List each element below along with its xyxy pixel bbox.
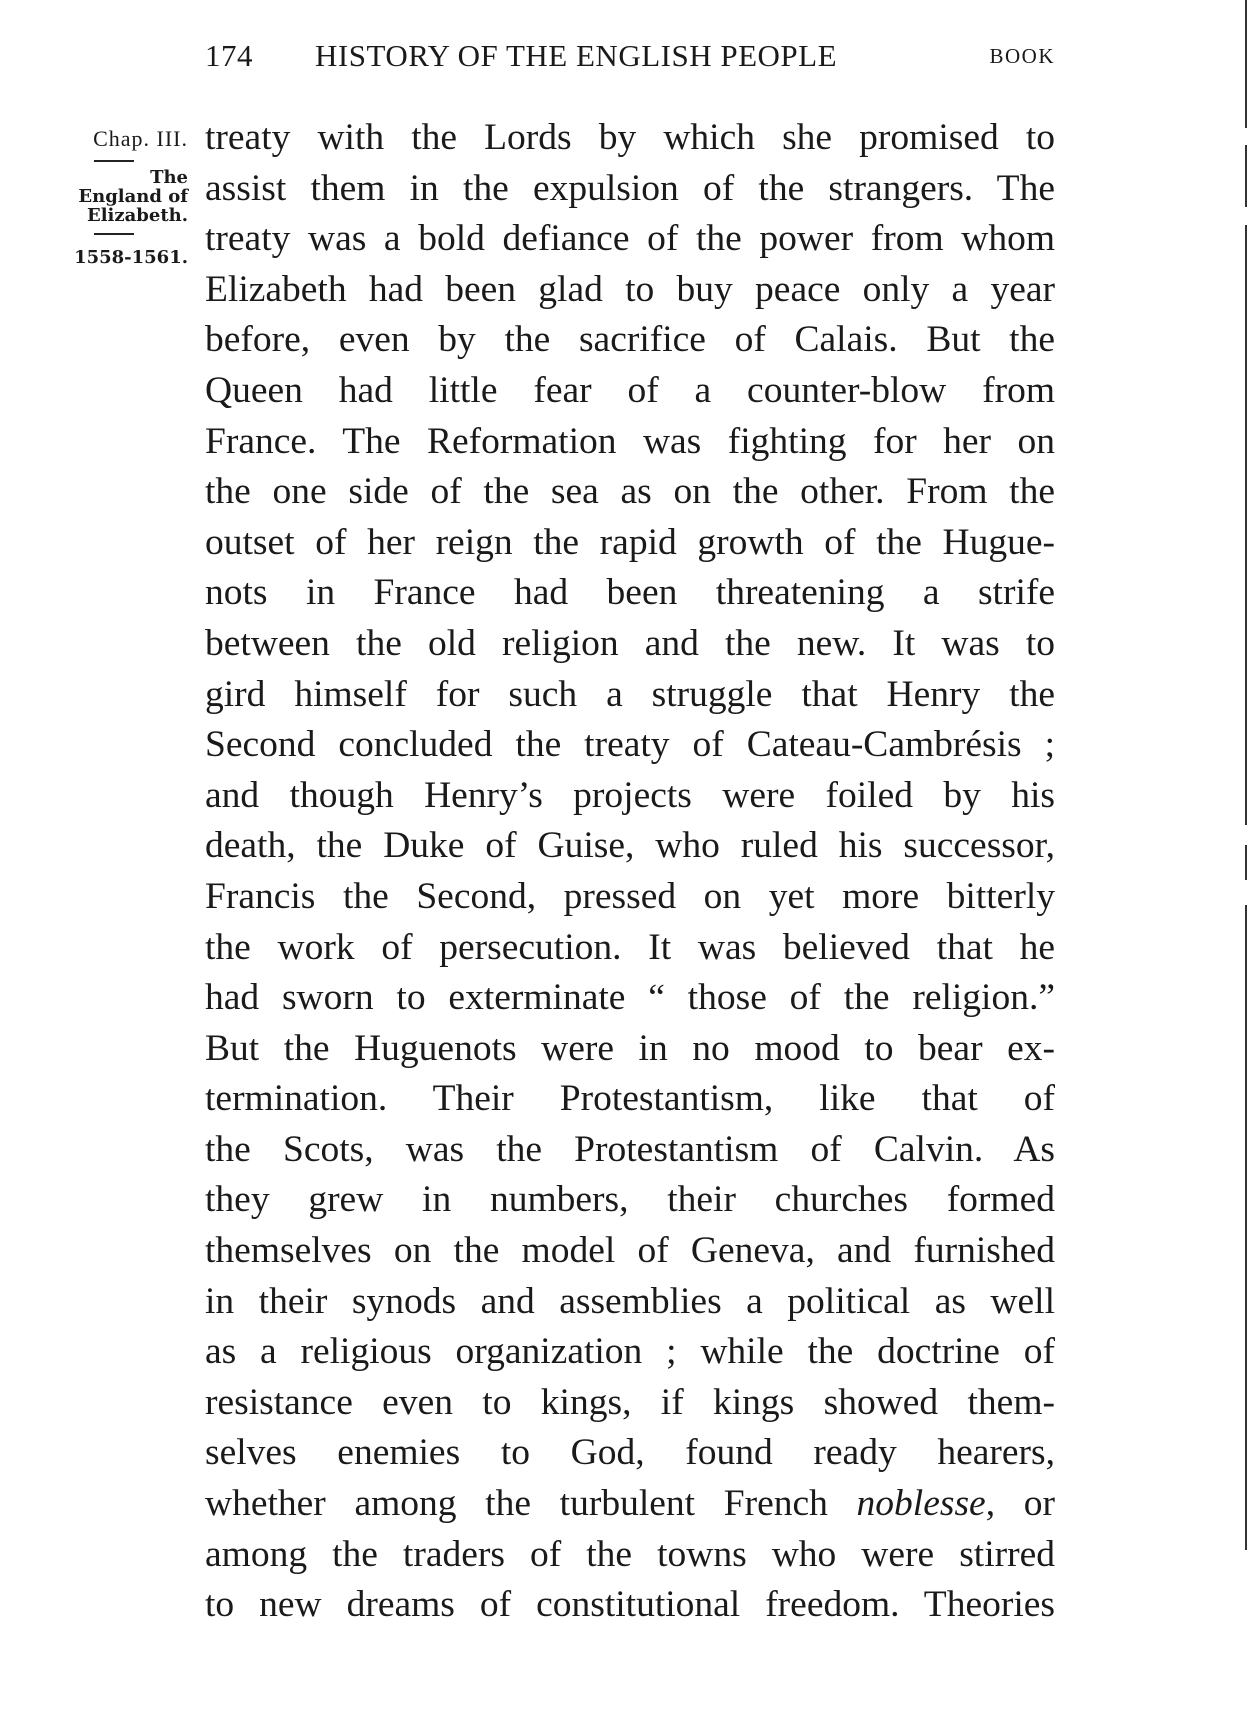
text-line: they grew in numbers, their churches formed (205, 1179, 1055, 1221)
text-line: termination. Their Protestantism, like that of (205, 1078, 1055, 1120)
text-line: and though Henry’s projects were foiled by his (205, 774, 1055, 816)
text-line: outset of her reign the rapid growth of the Hugue- (205, 521, 1055, 563)
text-line: France. The Reformation was fighting for her on (205, 420, 1055, 462)
text-fragment: , or (985, 1483, 1055, 1525)
page-edge-shadow (1245, 845, 1247, 880)
body-text (205, 113, 1055, 1631)
text-line: had sworn to exterminate “ those of the religion.” (205, 977, 1055, 1019)
text-line: among the traders of the towns who were stirred (205, 1533, 1055, 1575)
text-line: nots in France had been threatening a strife (205, 572, 1055, 614)
text-line: gird himself for such a struggle that Henry the (205, 673, 1055, 715)
page-edge-shadow (1245, 145, 1247, 207)
text-line: Elizabeth had been glad to buy peace only a year (205, 268, 1055, 310)
text-line: themselves on the model of Geneva, and furnished (205, 1230, 1055, 1272)
text-line: treaty with the Lords by which she promised to (205, 117, 1055, 158)
text-line: to new dreams of constitutional freedom. Theories (205, 1584, 1055, 1626)
section-note (40, 168, 188, 225)
text-line: treaty was a bold defiance of the power from whom (205, 218, 1055, 260)
page-number: 174 (205, 38, 253, 73)
text-line: Queen had little fear of a counter-blow from (205, 369, 1055, 411)
chapter-label: Chap. III. (93, 126, 188, 151)
section-note-line: The (150, 167, 188, 188)
section-note-line: England of (78, 186, 188, 207)
page-edge-shadow (1245, 905, 1247, 1550)
margin-divider (94, 160, 134, 162)
text-line (205, 1479, 1055, 1530)
date-range: 1558-1561. (74, 247, 188, 268)
text-line: selves enemies to God, found ready hearers, (205, 1432, 1055, 1474)
text-line: Francis the Second, pressed on yet more bitterly (205, 875, 1055, 917)
book-label: BOOK (989, 44, 1055, 68)
text-line: between the old religion and the new. It was to (205, 622, 1055, 664)
text-fragment: whether among the turbulent French (205, 1483, 828, 1525)
text-line: But the Huguenots were in no mood to bear ex- (205, 1027, 1055, 1069)
text-line: the one side of the sea as on the other. From the (205, 471, 1055, 513)
text-line: the work of persecution. It was believed that he (205, 926, 1055, 968)
italic-word: noblesse (856, 1483, 986, 1525)
text-line: Second concluded the treaty of Cateau-Cambrésis ; (205, 724, 1055, 766)
page-edge-shadow (1245, 0, 1247, 128)
running-head (205, 38, 1055, 78)
text-line: as a religious organization ; while the doctrine of (205, 1331, 1055, 1373)
text-line: before, even by the sacrifice of Calais. But the (205, 319, 1055, 361)
text-line: the Scots, was the Protestantism of Calvin. As (205, 1128, 1055, 1170)
text-line: death, the Duke of Guise, who ruled his successor, (205, 825, 1055, 867)
marginal-note (40, 118, 188, 268)
running-title: HISTORY OF THE ENGLISH PEOPLE (315, 38, 838, 73)
text-line: assist them in the expulsion of the strangers. The (205, 167, 1055, 209)
text-line: in their synods and assemblies a political as well (205, 1280, 1055, 1322)
page-edge-shadow (1245, 225, 1247, 825)
text-line: resistance even to kings, if kings showed them- (205, 1381, 1055, 1423)
margin-divider (94, 233, 134, 235)
section-note-line: Elizabeth. (87, 205, 188, 226)
